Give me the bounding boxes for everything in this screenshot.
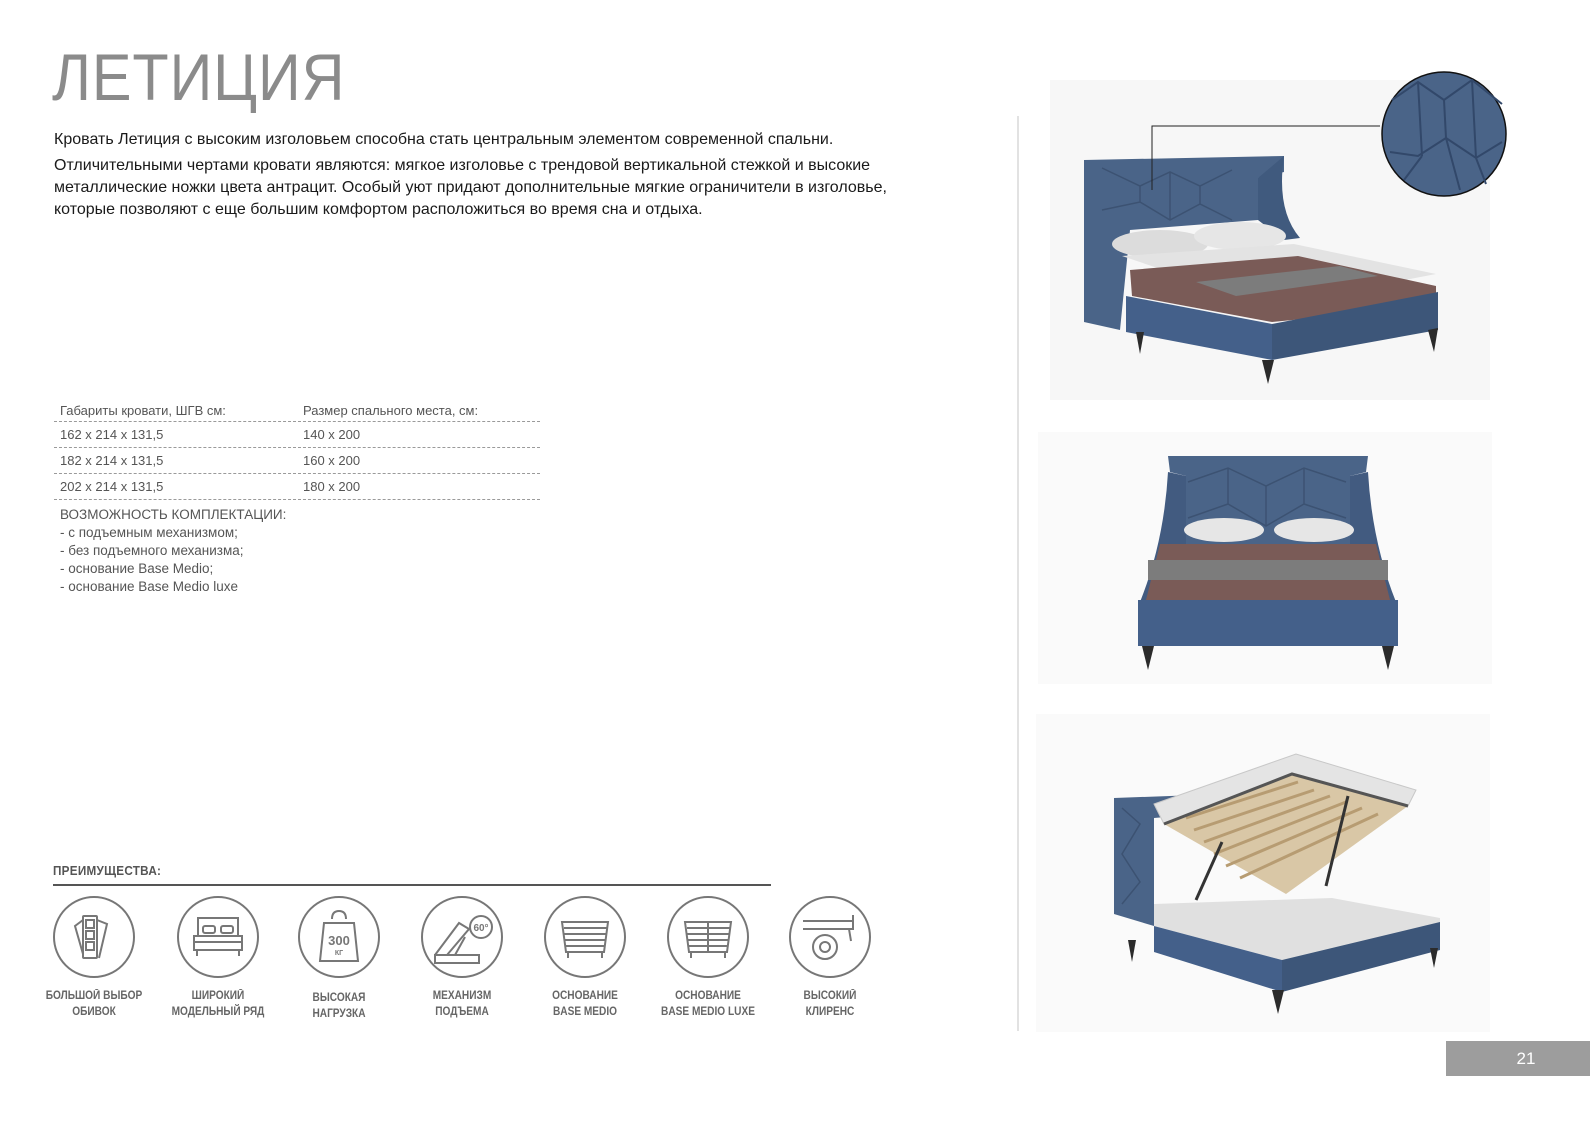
advantage-caption-line2: ПОДЪЕМА xyxy=(435,1006,489,1018)
advantage-caption-line1: ШИРОКИЙ xyxy=(191,990,245,1002)
advantage-high-clearance xyxy=(765,896,895,1020)
lift-angle: 60° xyxy=(473,923,489,934)
advantage-base-medio-luxe xyxy=(643,896,773,1020)
advantage-caption-line1: БОЛЬШОЙ ВЫБОР xyxy=(45,990,143,1002)
slatted-base-icon xyxy=(544,896,626,978)
advantage-caption-line1: ОСНОВАНИЕ xyxy=(552,990,618,1002)
fabric-swatches-icon xyxy=(53,896,135,978)
cell-dimensions: 182 х 214 х 131,5 xyxy=(60,453,164,468)
table-row xyxy=(54,474,540,500)
options-title: ВОЗМОЖНОСТЬ КОМПЛЕКТАЦИИ: xyxy=(60,507,287,522)
weight-value: 300 xyxy=(328,933,350,948)
bed-photo-perspective xyxy=(1040,60,1510,400)
weight-icon xyxy=(298,896,380,978)
table-row xyxy=(54,448,540,474)
advantage-lift-mechanism xyxy=(397,896,527,1020)
advantage-caption-line2: КЛИРЕНС xyxy=(805,1006,855,1018)
advantage-caption-line1: МЕХАНИЗМ xyxy=(432,990,492,1002)
cell-dimensions: 162 х 214 х 131,5 xyxy=(60,427,164,442)
slatted-base-luxe-icon xyxy=(667,896,749,978)
advantage-caption-line2: НАГРУЗКА xyxy=(312,1008,366,1020)
advantage-high-load xyxy=(274,896,404,1022)
cell-dimensions: 202 х 214 х 131,5 xyxy=(60,479,164,494)
option-item: - основание Base Medio; xyxy=(60,561,214,576)
bed-photo-lift-mechanism xyxy=(1036,714,1490,1032)
option-item: - с подъемным механизмом; xyxy=(60,525,238,540)
cell-sleeping-size: 140 х 200 xyxy=(303,427,361,442)
column-divider xyxy=(1017,116,1019,1031)
advantage-caption-line2: BASE MEDIO xyxy=(552,1006,618,1018)
cell-sleeping-size: 160 х 200 xyxy=(303,453,361,468)
bed-photo-front xyxy=(1038,432,1492,684)
intro-text xyxy=(54,129,914,225)
intro-paragraph-2: Отличительными чертами кровати являются: мягкое изголовье с трендовой вертикальной стежкой и высокие металлические ножки цвета антрацит. Особый уют придают дополнительные мягкие ограничители в изголовье, которые позволяют с еще большим комфортом расположиться во время сна и отдыха. xyxy=(54,157,887,218)
cell-sleeping-size: 180 х 200 xyxy=(303,479,361,494)
advantage-caption-line1: ОСНОВАНИЕ xyxy=(675,990,741,1002)
advantage-fabric-choice xyxy=(29,896,159,1020)
page-title: ЛЕТИЦИЯ xyxy=(52,40,346,114)
advantage-caption-line1: ВЫСОКИЙ xyxy=(803,990,857,1002)
advantage-caption-line2: ОБИВОК xyxy=(72,1006,116,1018)
header-bed-dimensions: Габариты кровати, ШГВ см: xyxy=(60,403,226,418)
advantage-base-medio xyxy=(520,896,650,1020)
advantage-caption-line2: BASE MEDIO LUXE xyxy=(661,1006,755,1018)
dimensions-table xyxy=(54,400,540,500)
intro-paragraph-1: Кровать Летиция с высоким изголовьем способна стать центральным элементом современной спальни. xyxy=(54,131,834,148)
table-header xyxy=(54,400,540,422)
advantage-caption-line2: МОДЕЛЬНЫЙ РЯД xyxy=(171,1006,265,1018)
page-number: 21 xyxy=(1446,1041,1590,1076)
table-row xyxy=(54,422,540,448)
lift-mechanism-icon xyxy=(421,896,503,978)
clearance-icon xyxy=(789,896,871,978)
advantage-caption-line1: ВЫСОКАЯ xyxy=(312,992,366,1004)
configuration-options xyxy=(60,506,286,596)
header-sleeping-size: Размер спального места, см: xyxy=(303,403,479,418)
advantages-divider xyxy=(53,884,771,886)
weight-unit: КГ xyxy=(334,950,344,957)
option-item: - основание Base Medio luxe xyxy=(60,579,239,594)
advantage-model-range xyxy=(153,896,283,1020)
option-item: - без подъемного механизма; xyxy=(60,543,244,558)
advantages-label: ПРЕИМУЩЕСТВА: xyxy=(53,863,162,878)
bed-icon xyxy=(177,896,259,978)
